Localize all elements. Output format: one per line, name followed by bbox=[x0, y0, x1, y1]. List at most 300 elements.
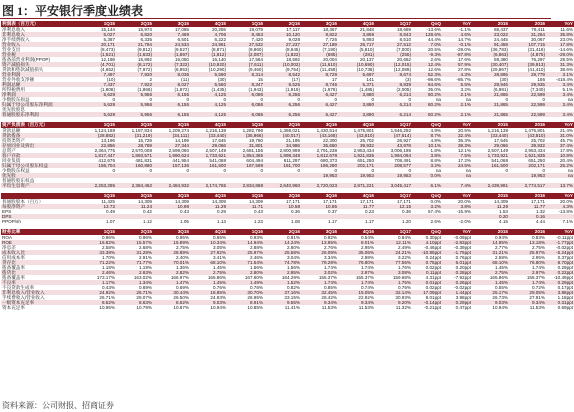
column-header: 4Q16 bbox=[338, 122, 375, 128]
column-header: 2015 bbox=[472, 229, 509, 235]
table-cell: 0.54% bbox=[360, 235, 374, 240]
table-cell: 14,309 bbox=[174, 199, 189, 204]
row-label: 普通股股东净利润 bbox=[1, 112, 79, 117]
table-cell: 17,645 bbox=[211, 138, 226, 143]
column-header: 2016 bbox=[509, 122, 546, 128]
table-cell: 70.01% bbox=[153, 260, 190, 265]
table-cell: 3.4% bbox=[546, 92, 574, 97]
table-cell: 8,347 bbox=[227, 82, 264, 87]
column-header: 1Q17 bbox=[375, 21, 412, 27]
row-label: 存放同业及拆出 bbox=[1, 143, 79, 148]
table-cell: 11.77 bbox=[509, 204, 546, 209]
table-cell: -0.14ppt bbox=[412, 300, 442, 305]
table-cell: 2,791,238 bbox=[316, 148, 337, 153]
table-cell: (28,882) bbox=[79, 133, 116, 138]
table-cell: 2.95% bbox=[360, 245, 374, 250]
table-cell: 2,384,462 bbox=[116, 183, 153, 188]
row-label: 归属于母公司股东权益 bbox=[1, 163, 79, 168]
table-cell: 30,067 bbox=[530, 37, 545, 42]
table-cell: 155.37% bbox=[355, 275, 374, 280]
table-cell: 15,892 bbox=[137, 57, 152, 62]
table-cell bbox=[227, 224, 264, 228]
table-cell: 0.69% bbox=[138, 285, 152, 290]
table-cell: (4,701) bbox=[79, 62, 116, 67]
table-row bbox=[1, 112, 574, 117]
table-cell: 14,309 bbox=[493, 199, 508, 204]
table-cell: 6,155 bbox=[153, 112, 190, 117]
table-cell: 11.6% bbox=[560, 27, 573, 32]
table-cell: 17 bbox=[331, 77, 337, 82]
row-label: 少数股东损益 bbox=[2, 97, 30, 102]
table-cell: 2.46% bbox=[249, 255, 263, 260]
table-cell: -29.0% bbox=[456, 47, 471, 52]
column-header: 3Q16 bbox=[301, 193, 338, 199]
table-cell: 11.53% bbox=[529, 305, 545, 310]
table-cell: 167,569 bbox=[227, 163, 264, 168]
table-cell: 2,953,434 bbox=[353, 148, 374, 153]
table-cell: 76,297 bbox=[530, 57, 545, 62]
table-cell: 31.28% bbox=[116, 250, 153, 255]
table-cell: 0.02ppt bbox=[425, 265, 441, 270]
table-cell: 1.18% bbox=[101, 265, 115, 270]
table-cell: 64.6% bbox=[412, 82, 442, 87]
table-cell: 202,171 bbox=[338, 163, 375, 168]
column-header: 2016 bbox=[509, 229, 546, 235]
table-cell: 1,216,138 bbox=[205, 128, 226, 133]
table-cell: 141 bbox=[366, 77, 374, 82]
table-cell: 27,512 bbox=[375, 42, 412, 47]
table-cell: (17) bbox=[291, 77, 300, 82]
column-header: 2015 bbox=[472, 193, 509, 199]
column-header: 2015 bbox=[472, 122, 509, 128]
table-cell: 5.5% bbox=[442, 82, 472, 87]
table-cell: 19,953 bbox=[301, 173, 338, 178]
table-cell: 25,702 bbox=[359, 138, 374, 143]
table-cell: -418.4% bbox=[555, 77, 573, 82]
table-cell: 0.69% bbox=[175, 285, 189, 290]
table-cell: na bbox=[435, 97, 441, 102]
table-cell: 0.17ppt bbox=[557, 285, 573, 290]
row-label: 非利息收入 bbox=[1, 32, 79, 37]
table-cell: 4,125 bbox=[190, 92, 227, 97]
table-cell: 24.5% bbox=[442, 163, 472, 168]
table-cell: (1,521) bbox=[79, 52, 116, 57]
table-cell: 2,599,060 bbox=[168, 148, 189, 153]
table-cell: 2.95% bbox=[531, 255, 545, 260]
table-cell: 68,437 bbox=[493, 27, 508, 32]
table-cell bbox=[546, 224, 574, 228]
table-cell: 0 bbox=[223, 168, 226, 173]
table-cell: 12.6% bbox=[427, 67, 441, 72]
table-cell: 26.71% bbox=[116, 290, 153, 295]
table-cell: 2,484,932 bbox=[153, 183, 190, 188]
table-cell: -87.8% bbox=[442, 52, 472, 57]
table-cell: 7,920 bbox=[116, 72, 153, 77]
table-cell: 29,066 bbox=[190, 143, 227, 148]
table-cell: 1,475,801 bbox=[353, 128, 374, 133]
table-cell: (5,810) bbox=[359, 47, 374, 52]
table-cell: 160,880 bbox=[116, 163, 153, 168]
table-cell: 8.8% bbox=[430, 158, 441, 163]
table-cell: (6,953) bbox=[174, 67, 189, 72]
table-cell: 2.1% bbox=[442, 102, 472, 107]
table-cell: (10,738) bbox=[356, 67, 374, 72]
table-cell: -0.21ppt bbox=[424, 305, 441, 310]
table-cell: 2,720,023 bbox=[301, 183, 338, 188]
table-cell: 24,961 bbox=[190, 42, 227, 47]
row-label: 一级资本充足率 bbox=[1, 300, 79, 305]
table-cell: 22,599 bbox=[509, 92, 546, 97]
table-cell: 1.74% bbox=[531, 265, 545, 270]
table-cell: 29.07% bbox=[136, 295, 152, 300]
table-cell: 8.01ppt bbox=[425, 295, 441, 300]
per-share-section bbox=[1, 193, 573, 228]
column-header: 1Q16 bbox=[227, 21, 264, 27]
table-cell: 541,068 bbox=[491, 158, 508, 163]
table-cell: 2.82% bbox=[153, 270, 190, 275]
table-cell: 28,895 bbox=[472, 72, 509, 77]
row-label: 优先股 bbox=[1, 173, 79, 178]
table-cell: 0.20ppt bbox=[455, 265, 471, 270]
table-cell: 1,994,094 bbox=[375, 153, 412, 158]
row-label: 拨备覆盖率 bbox=[2, 275, 25, 280]
table-cell: 27.92% bbox=[190, 250, 227, 255]
table-cell: 1.20 bbox=[402, 219, 411, 224]
income-statement-section bbox=[1, 21, 573, 117]
table-cell: (11) bbox=[181, 77, 189, 82]
table-cell: 1.08 bbox=[291, 219, 300, 224]
table-cell: 0 bbox=[297, 97, 300, 102]
table-cell: 7,726 bbox=[325, 37, 337, 42]
table-cell: 1,898,348 bbox=[264, 153, 301, 158]
table-cell: 15.05% bbox=[338, 290, 375, 295]
table-cell: 3.22% bbox=[397, 255, 411, 260]
table-cell: (10,002) bbox=[264, 62, 301, 67]
table-cell: 8,036 bbox=[153, 72, 190, 77]
table-cell: (29,867) bbox=[490, 67, 508, 72]
row-label: 营业税 bbox=[1, 52, 79, 57]
table-cell: 24.93% bbox=[210, 295, 226, 300]
table-cell: 0 bbox=[112, 168, 115, 173]
table-cell: -5.24ppt bbox=[546, 250, 574, 255]
table-cell: 5.1% bbox=[562, 87, 573, 92]
table-cell: 71.22% bbox=[79, 260, 116, 265]
row-label: 营业外收支净额 bbox=[2, 77, 35, 82]
column-header: 3Q15 bbox=[153, 193, 190, 199]
table-cell: 0 bbox=[186, 168, 189, 173]
table-cell: 0.37 bbox=[328, 209, 337, 214]
column-header: 1Q17 bbox=[375, 122, 412, 128]
column-header: 4Q15 bbox=[190, 122, 227, 128]
table-cell: 8.70ppt bbox=[546, 260, 574, 265]
table-cell: 2.75% bbox=[531, 245, 545, 250]
table-cell: 2.76% bbox=[323, 245, 337, 250]
table-cell: 13,196 bbox=[100, 138, 115, 143]
table-cell: 1,990,624 bbox=[153, 153, 190, 158]
table-cell: (35,966) bbox=[227, 133, 264, 138]
table-cell: 0.37ppt bbox=[557, 255, 573, 260]
table-cell: 2,507,149 bbox=[205, 148, 226, 153]
column-header: 4Q15 bbox=[190, 21, 227, 27]
table-cell: 0.24ppt bbox=[425, 255, 441, 260]
column-header: 1Q17 bbox=[375, 193, 412, 199]
table-cell: 7.4% bbox=[442, 183, 472, 188]
table-cell: 2.6% bbox=[430, 219, 441, 224]
table-cell: (47,614) bbox=[375, 133, 412, 138]
table-cell: 35.8% bbox=[546, 32, 574, 37]
table-cell: 39,932 bbox=[509, 143, 546, 148]
table-cell: 1.17 bbox=[365, 219, 374, 224]
table-cell: 32.14% bbox=[375, 290, 412, 295]
table-cell: 17,171 bbox=[530, 199, 545, 204]
table-cell: 1,475,801 bbox=[524, 128, 545, 133]
table-cell: 10.85% bbox=[247, 305, 263, 310]
table-cell: 8,839 bbox=[375, 82, 412, 87]
row-label: 成本收入比 bbox=[1, 250, 79, 255]
table-cell: 5,560 bbox=[190, 82, 227, 87]
column-header: YoY bbox=[546, 21, 574, 27]
table-cell: 6.1% bbox=[412, 183, 442, 188]
table-cell: 4,125 bbox=[190, 102, 227, 107]
table-cell: 8,729 bbox=[301, 72, 338, 77]
column-header: 3Q15 bbox=[153, 122, 190, 128]
table-cell: 611,297 bbox=[283, 158, 300, 163]
table-cell: 1,733,921 bbox=[190, 153, 227, 158]
table-cell: 0.72% bbox=[531, 285, 545, 290]
table-cell: (30) bbox=[499, 77, 508, 82]
table-cell: 22,856 bbox=[79, 143, 116, 148]
table-cell: 0.49 bbox=[106, 209, 115, 214]
table-cell: 4.3% bbox=[442, 72, 472, 77]
table-cell: 17,645 bbox=[493, 138, 508, 143]
table-cell: 8,027 bbox=[153, 82, 190, 87]
table-cell: 29,066 bbox=[472, 143, 509, 148]
table-cell: 5,697 bbox=[338, 72, 375, 77]
table-cell bbox=[301, 224, 338, 228]
row-label: 不良贷款生成率 bbox=[2, 285, 35, 290]
table-cell: 15 bbox=[257, 77, 263, 82]
table-cell: 14.95% bbox=[472, 240, 509, 245]
table-cell: 2 bbox=[149, 77, 152, 82]
table-cell: 3.05% bbox=[212, 245, 226, 250]
table-cell: 30.93% bbox=[395, 295, 411, 300]
table-cell: 28,769 bbox=[116, 143, 153, 148]
table-cell: 26.95% bbox=[247, 295, 263, 300]
table-cell: 1,817,447 bbox=[79, 153, 116, 158]
table-cell: 5,956 bbox=[116, 92, 153, 97]
table-cell: (11,458) bbox=[320, 67, 337, 72]
section-title: 财务比率 bbox=[1, 229, 79, 235]
figure-title: 图 1：平安银行季度业绩表 bbox=[2, 4, 144, 18]
table-cell: 25.2% bbox=[546, 163, 574, 168]
row-label: 投资类资产 bbox=[2, 138, 25, 143]
table-cell: 708,491 bbox=[394, 158, 411, 163]
table-cell: 1.74% bbox=[323, 265, 337, 270]
table-cell: 13.7% bbox=[546, 183, 574, 188]
table-cell: (255) bbox=[375, 52, 412, 57]
table-cell: 19,953 bbox=[338, 173, 375, 178]
table-cell: 155.37% bbox=[318, 275, 337, 280]
row-label: 每股净资产 bbox=[1, 204, 79, 209]
table-cell: 7,497 bbox=[79, 72, 116, 77]
table-cell: 2,640,960 bbox=[264, 183, 301, 188]
table-cell: 12.4% bbox=[412, 62, 442, 67]
table-cell: 3.08% bbox=[375, 270, 412, 275]
table-cell: 6,155 bbox=[153, 102, 190, 107]
table-cell: 2,800,969 bbox=[279, 148, 300, 153]
table-cell: 8.63% bbox=[116, 300, 153, 305]
column-header: YoY bbox=[442, 21, 472, 27]
table-cell: 21,865 bbox=[472, 92, 509, 97]
table-cell: 0.42 bbox=[143, 209, 152, 214]
column-header: YoY bbox=[442, 122, 472, 128]
table-cell: 2.77% bbox=[494, 245, 508, 250]
table-cell: (1,633) bbox=[116, 52, 153, 57]
table-cell: 0.01ppt bbox=[412, 280, 442, 285]
table-cell: 10.94% bbox=[210, 305, 226, 310]
column-header: 3Q16 bbox=[301, 229, 338, 235]
table-cell: 1,430,514 bbox=[316, 128, 337, 133]
table-cell: 10.58 bbox=[264, 204, 301, 209]
table-cell: 23.0% bbox=[559, 37, 573, 42]
column-header: 1Q16 bbox=[227, 229, 264, 235]
table-cell: 0 bbox=[408, 168, 411, 173]
table-cell: 12.11% bbox=[375, 240, 412, 245]
table-cell: 1,124,168 bbox=[94, 128, 115, 133]
table-cell: 8,746 bbox=[301, 82, 338, 87]
column-header: 1Q16 bbox=[227, 122, 264, 128]
financial-ratios-table bbox=[1, 229, 574, 310]
table-cell: 0.75ppt bbox=[412, 260, 442, 265]
table-cell: 128.6% bbox=[412, 32, 442, 37]
table-cell: (6,981) bbox=[493, 87, 508, 92]
table-cell: 76.80% bbox=[509, 260, 546, 265]
column-header: 2Q16 bbox=[264, 229, 301, 235]
table-cell: 1,893,571 bbox=[116, 153, 153, 158]
column-header: 2Q15 bbox=[116, 229, 153, 235]
table-cell: 166.97% bbox=[170, 275, 189, 280]
table-cell: 0.29ppt bbox=[442, 300, 472, 305]
table-cell: 3.4% bbox=[546, 82, 574, 87]
table-cell: 8,314 bbox=[227, 72, 264, 77]
table-cell: (39,913) bbox=[509, 62, 546, 67]
table-cell: 26.50% bbox=[173, 295, 189, 300]
column-header: 2Q15 bbox=[116, 122, 153, 128]
table-cell: (30) bbox=[217, 77, 226, 82]
column-header: YoY bbox=[442, 193, 472, 199]
table-cell: 4,706 bbox=[190, 32, 227, 37]
table-cell: 0.59ppt bbox=[557, 305, 573, 310]
table-cell: 3,045,417 bbox=[375, 183, 412, 188]
column-header: 4Q15 bbox=[190, 193, 227, 199]
table-cell: 25.17% bbox=[472, 290, 509, 295]
table-cell: 5,629 bbox=[79, 112, 116, 117]
table-cell: (685) bbox=[301, 52, 338, 57]
table-cell: (30,407) bbox=[472, 62, 509, 67]
table-cell: -1.1% bbox=[458, 27, 471, 32]
table-cell: 22,300 bbox=[322, 138, 337, 143]
table-cell: (33,440) bbox=[472, 133, 509, 138]
table-cell: (7,972) bbox=[137, 67, 152, 72]
balance-sheet-table bbox=[1, 122, 574, 188]
table-cell: 1.45% bbox=[494, 265, 508, 270]
table-cell: (10,290) bbox=[208, 67, 226, 72]
table-cell: 18.85% bbox=[190, 290, 227, 295]
table-cell: -9.3% bbox=[412, 52, 442, 57]
table-cell: 5,387 bbox=[103, 37, 115, 42]
table-cell: 651,250 bbox=[357, 158, 374, 163]
table-cell: 161,500 bbox=[190, 163, 227, 168]
table-cell: 15,144 bbox=[100, 27, 115, 32]
table-cell: 1.49% bbox=[227, 280, 264, 285]
table-cell: 1,812,678 bbox=[301, 153, 338, 158]
table-cell: 0.78% bbox=[249, 285, 263, 290]
table-cell: 0.85% bbox=[323, 285, 337, 290]
table-cell: na bbox=[435, 168, 441, 173]
table-cell: 1,921,835 bbox=[509, 153, 546, 158]
table-cell: 6,335 bbox=[140, 37, 152, 42]
table-cell: 10.79% bbox=[136, 305, 152, 310]
table-cell: 31.21% bbox=[472, 250, 509, 255]
table-cell: 71.54% bbox=[227, 260, 264, 265]
table-cell: (1,485) bbox=[359, 87, 374, 92]
table-cell: 1.19% bbox=[138, 265, 152, 270]
row-label: EPS bbox=[2, 209, 12, 214]
table-cell: (281) bbox=[338, 52, 375, 57]
table-cell: 1.07 bbox=[106, 219, 115, 224]
table-cell: 1.76% bbox=[397, 265, 411, 270]
table-cell: 1.34% bbox=[116, 280, 153, 285]
table-cell: 20.0% bbox=[559, 199, 573, 204]
table-cell: 7,437 bbox=[79, 82, 116, 87]
table-cell: 6,086 bbox=[227, 112, 264, 117]
table-cell: 10.87% bbox=[173, 305, 189, 310]
table-cell: 0.84% bbox=[397, 235, 411, 240]
table-cell: 4.44 bbox=[536, 219, 545, 224]
table-cell: 2.75% bbox=[472, 270, 509, 275]
table-cell: 21,865 bbox=[472, 102, 509, 107]
table-cell: 2,681,155 bbox=[242, 148, 263, 153]
table-cell: -7.92ppt bbox=[454, 275, 471, 280]
column-header: 3Q16 bbox=[301, 21, 338, 27]
table-cell: 161,500 bbox=[472, 163, 509, 168]
source-note: 资料来源：公司财报、招商证券 bbox=[2, 401, 114, 410]
table-cell: 165.86% bbox=[489, 275, 508, 280]
table-cell: 9.20% bbox=[375, 300, 412, 305]
table-cell: 1,216,138 bbox=[487, 128, 508, 133]
table-cell: 0.92% bbox=[323, 235, 337, 240]
table-cell bbox=[116, 224, 153, 228]
table-cell: 0 bbox=[408, 97, 411, 102]
table-cell: 6,427 bbox=[301, 112, 338, 117]
table-cell bbox=[153, 224, 190, 228]
table-cell: 0.95% bbox=[175, 235, 189, 240]
column-header: 1Q15 bbox=[79, 229, 116, 235]
table-cell: 6,256 bbox=[264, 92, 301, 97]
table-cell: 0 bbox=[112, 97, 115, 102]
table-cell: 57.9% bbox=[442, 62, 472, 67]
table-cell: 13.95% bbox=[301, 240, 338, 245]
table-cell: 1.74% bbox=[360, 265, 374, 270]
table-cell: 2,439,991 bbox=[472, 183, 509, 188]
column-header: 1Q15 bbox=[79, 193, 116, 199]
table-cell: 164.29% bbox=[281, 275, 300, 280]
table-cell: 1,854,365 bbox=[227, 153, 264, 158]
table-cell: 60.2% bbox=[412, 92, 442, 97]
table-cell: (4,875) bbox=[509, 52, 546, 57]
figure-title-bar bbox=[0, 0, 551, 20]
table-cell: 17,065 bbox=[174, 27, 189, 32]
